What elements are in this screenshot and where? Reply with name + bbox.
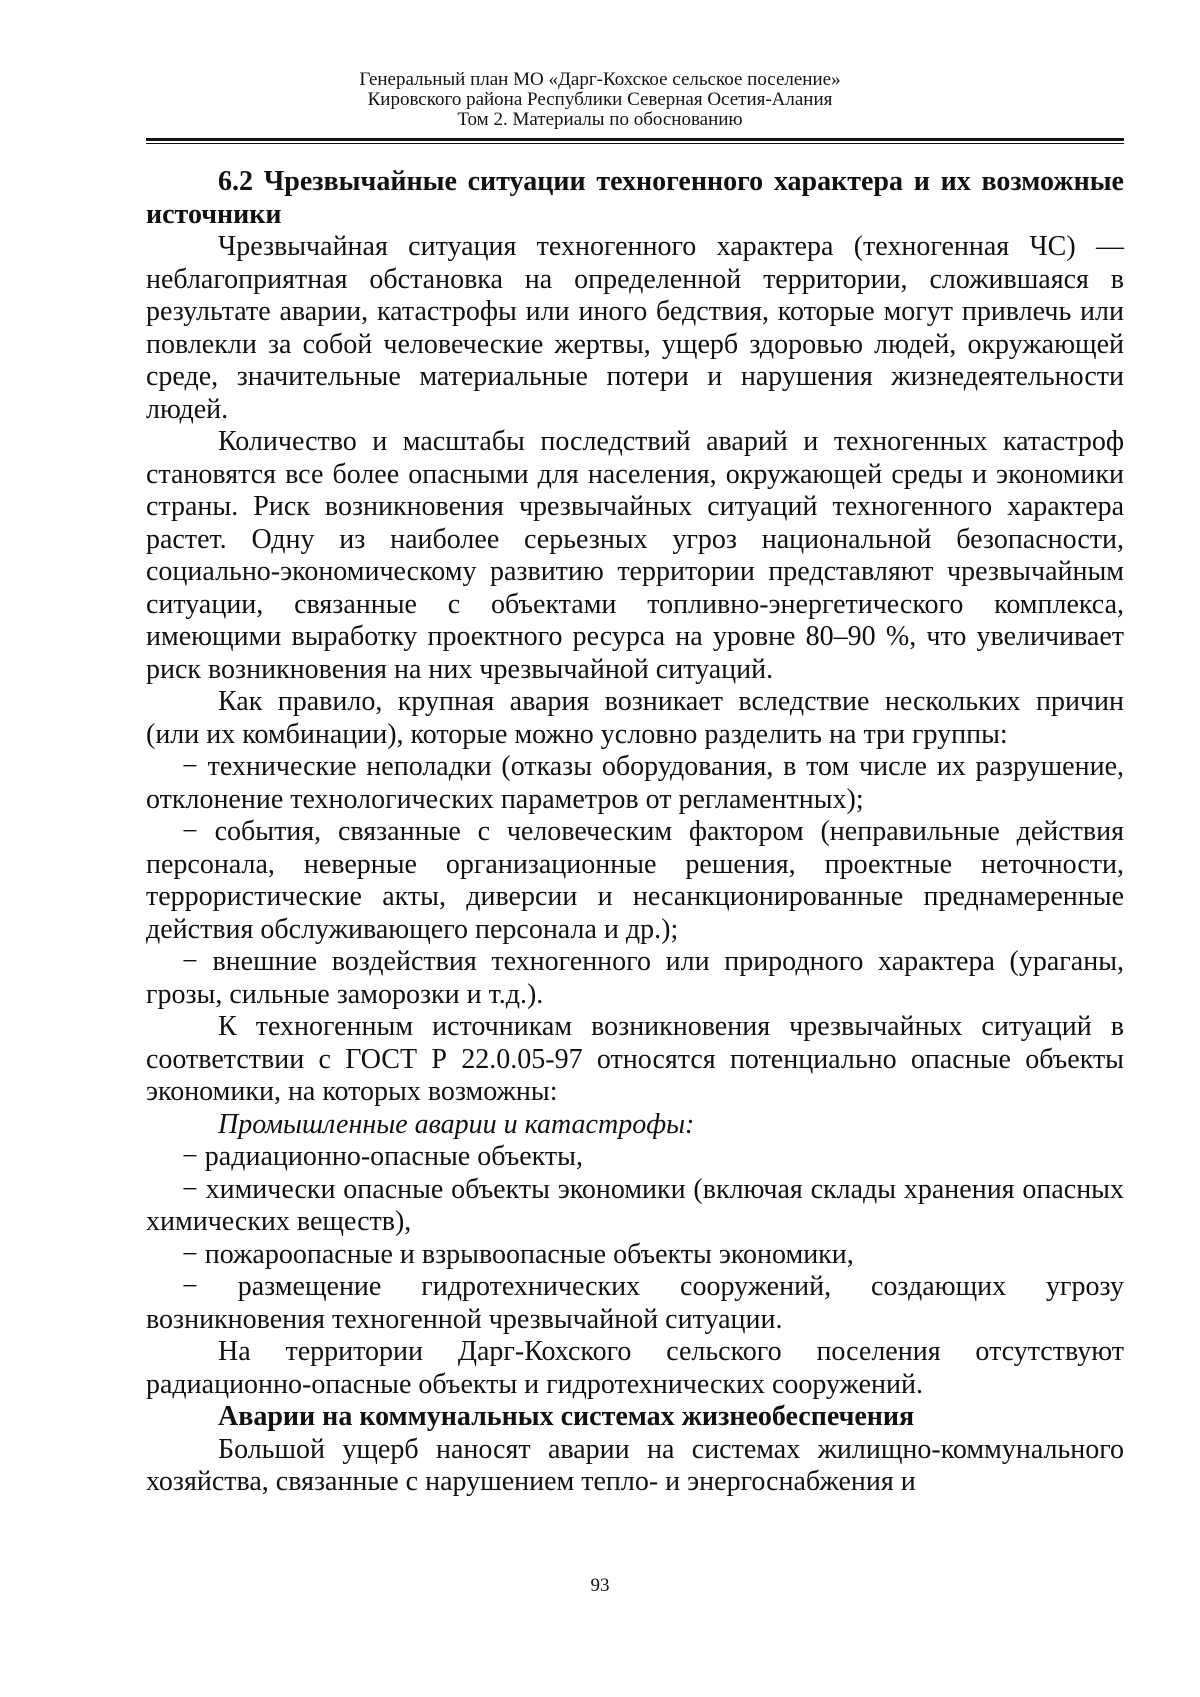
cause-item-human: − события, связанные с человеческим фактором (неправильные действия персонала, неверные организационные решения, проектные неточности, террористические акты, диверсии и несанкционированные преднамеренные действия обслуживающего персонала и др.); <box>146 816 1124 945</box>
industrial-subheading: Промышленные аварии и катастрофы: <box>218 1108 695 1140</box>
header-line-3: Том 2. Материалы по обоснованию <box>457 109 743 130</box>
paragraph-causes-intro: Как правило, крупная авария возникает вследствие нескольких причин (или их комбинации), которые можно условно разделить на три группы: <box>146 686 1124 750</box>
body-text <box>146 166 1124 1499</box>
industrial-item-hydro: − размещение гидротехнических сооружений, создающих угрозу возникновения техногенной чрезвычайной ситуации. <box>146 1271 1124 1335</box>
paragraph-utility: Большой ущерб наносят аварии на системах жилищно-коммунального хозяйства, связанные с нарушением тепло- и энергоснабжения и <box>146 1433 1124 1497</box>
cause-item-technical: − технические неполадки (отказы оборудования, в том числе их разрушение, отклонение технологических параметров от регламентных); <box>146 751 1124 815</box>
section-heading: 6.2 Чрезвычайные ситуации техногенного характера и их возможные источники <box>146 166 1124 230</box>
utility-heading: Аварии на коммунальных системах жизнеобеспечения <box>218 1401 915 1432</box>
paragraph-territory: На территории Дарг-Кохского сельского поселения отсутствуют радиационно-опасные объекты и гидротехнических сооружений. <box>146 1336 1124 1400</box>
header-line-2: Кировского района Республики Северная Осетия-Алания <box>367 89 833 110</box>
industrial-item-radiation: − радиационно-опасные объекты, <box>182 1141 583 1172</box>
cause-item-external: − внешние воздействия техногенного или природного характера (ураганы, грозы, сильные заморозки и т.д.). <box>146 946 1124 1010</box>
header-rule-thick <box>146 138 1124 141</box>
running-header <box>148 70 1052 130</box>
industrial-item-chemical: − химически опасные объекты экономики (включая склады хранения опасных химических веществ), <box>146 1173 1124 1237</box>
page-number: 93 <box>590 1575 610 1596</box>
industrial-item-fire: − пожароопасные и взрывоопасные объекты экономики, <box>182 1238 854 1270</box>
paragraph-definition: Чрезвычайная ситуация техногенного характера (техногенная ЧС) — неблагоприятная обстановка на определенной территории, сложившаяся в результате аварии, катастрофы или иного бедствия, которые могут привлечь или повлекли за собой человеческие жертвы, ущерб здоровью людей, окружающей среде, значительные материальные потери и нарушения жизнедеятельности людей. <box>146 231 1124 425</box>
paragraph-scale: Количество и масштабы последствий аварий и техногенных катастроф становятся все более опасными для населения, окружающей среды и экономики страны. Риск возникновения чрезвычайных ситуаций техногенного характера растет. Одну из наиболее серьезных угроз национальной безопасности, социально-экономическому развитию территории представляют чрезвычайным ситуации, связанные с объектами топливно-энергетического комплекса, имеющими выработку проектного ресурса на уровне 80–90 %, что увеличивает риск возникновения на них чрезвычайной ситуаций. <box>146 426 1124 685</box>
paragraph-gost: К техногенным источникам возникновения чрезвычайных ситуаций в соответствии с ГОСТ Р 22.0.05-97 относятся потенциально опасные объекты экономики, на которых возможны: <box>146 1011 1124 1107</box>
header-line-1: Генеральный план МО «Дарг-Кохское сельское поселение» <box>359 69 841 90</box>
header-rule-thin <box>146 143 1124 144</box>
